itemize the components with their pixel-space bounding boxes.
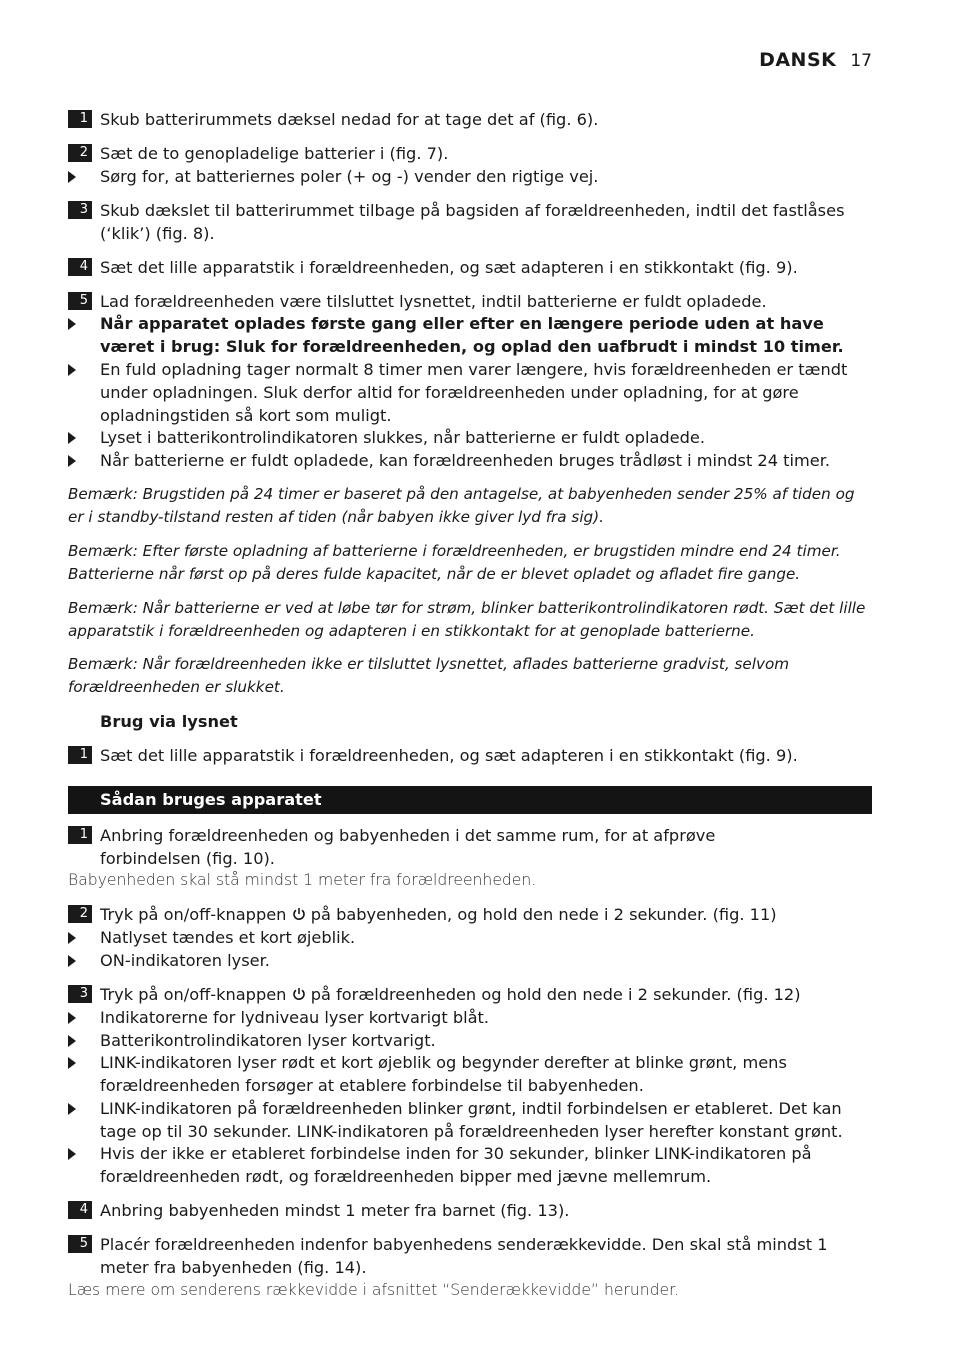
step-number: 5: [68, 1235, 92, 1253]
step-number: 5: [68, 292, 92, 310]
triangle-bullet-icon: [68, 318, 76, 330]
step-text: Anbring forældreenheden og babyenheden i det samme rum, for at afprøve forbindelsen (fig. 10).: [100, 826, 716, 868]
bullet-text: Batterikontrolindikatoren lyser kortvarigt.: [100, 1031, 436, 1050]
bullet-text: Hvis der ikke er etableret forbindelse inden for 30 sekunder, blinker LINK-indikatoren på forældreenheden rødt, og forældreenheden bipper med jævne mellemrum.: [100, 1144, 812, 1186]
step-5: [68, 1233, 872, 1279]
step-text: [100, 903, 872, 926]
step-text: Skub batterirummets dæksel nedad for at tage det af (fig. 6).: [100, 110, 599, 129]
triangle-bullet-icon: [68, 1012, 76, 1024]
note: Bemærk: Når batterierne er ved at løbe tør for strøm, blinker batterikontrolindikatoren rødt. Sæt det lille apparatstik i forældreenheden og adapteren i en stikkontakt for at genoplade batterierne.: [68, 599, 866, 640]
triangle-bullet-icon: [68, 455, 76, 467]
step-number: 1: [68, 826, 92, 844]
note: Bemærk: Brugstiden på 24 timer er baseret på den antagelse, at babyenheden sender 25% af tiden og er i standby-tilstand resten af tiden (når babyen ikke giver lyd fra sig).: [68, 485, 855, 526]
step-text: Placér forældreenheden indenfor babyenhedens senderækkevidde. Den skal stå mindst 1 meter fra babyenheden (fig. 14).: [100, 1235, 828, 1277]
step-2: [68, 903, 872, 926]
power-icon: [292, 904, 306, 918]
bullet-text: En fuld opladning tager normalt 8 timer men varer længere, hvis forældreenheden er tændt under opladningen. Sluk derfor altid for forældreenheden under opladning, for at gøre opladningstiden så kort som muligt.: [100, 360, 848, 425]
step-text-part: Tryk på on/off-knappen: [100, 985, 292, 1004]
section-subheading: Brug via lysnet: [100, 712, 238, 731]
note: Bemærk: Når forældreenheden ikke er tilsluttet lysnettet, aflades batterierne gradvist, selvom forældreenheden er slukket.: [68, 655, 790, 696]
bullet-item: [68, 1142, 872, 1188]
step-5: [68, 290, 872, 313]
step-text-part: Tryk på on/off-knappen: [100, 905, 292, 924]
step-1: [68, 744, 872, 767]
step-4: [68, 256, 872, 279]
step-number: 3: [68, 985, 92, 1003]
bullet-item: [68, 426, 872, 449]
step-text: Sæt det lille apparatstik i forældreenheden, og sæt adapteren i en stikkontakt (fig. 9).: [100, 258, 798, 277]
triangle-bullet-icon: [68, 1035, 76, 1047]
bullet-text: Når batterierne er fuldt opladede, kan forældreenheden bruges trådløst i mindst 24 timer.: [100, 451, 831, 470]
triangle-bullet-icon: [68, 1103, 76, 1115]
plain-text: Læs mere om senderens rækkevidde i afsnittet “Senderækkevidde” herunder.: [68, 1281, 680, 1299]
step-3: [68, 199, 872, 245]
step-text: Lad forældreenheden være tilsluttet lysnettet, indtil batterierne er fuldt opladede.: [100, 292, 767, 311]
step-text: Sæt de to genopladelige batterier i (fig. 7).: [100, 144, 449, 163]
bullet-item: [68, 1006, 872, 1029]
step-number: 2: [68, 905, 92, 923]
page-header: [759, 49, 872, 71]
triangle-bullet-icon: [68, 1057, 76, 1069]
step-text: Anbring babyenheden mindst 1 meter fra barnet (fig. 13).: [100, 1201, 570, 1220]
plain-text: Babyenheden skal stå mindst 1 meter fra forældreenheden.: [68, 871, 537, 889]
triangle-bullet-icon: [68, 955, 76, 967]
step-text: Skub dækslet til batterirummet tilbage på bagsiden af forældreenheden, indtil det fastlåses (‘klik’) (fig. 8).: [100, 201, 845, 243]
page-number: 17: [850, 51, 872, 71]
step-number: 2: [68, 144, 92, 162]
triangle-bullet-icon: [68, 171, 76, 183]
bullet-text: LINK-indikatoren lyser rødt et kort øjeblik og begynder derefter at blinke grønt, mens forældreenheden forsøger at etablere forbindelse til babyenheden.: [100, 1053, 787, 1095]
step-text: Sæt det lille apparatstik i forældreenheden, og sæt adapteren i en stikkontakt (fig. 9).: [100, 746, 798, 765]
triangle-bullet-icon: [68, 1148, 76, 1160]
step-number: 1: [68, 110, 92, 128]
language-label: DANSK: [759, 49, 837, 71]
step-2: [68, 142, 872, 165]
step-3: [68, 983, 872, 1006]
bullet-text: Når apparatet oplades første gang eller efter en længere periode uden at have været i brug: Sluk for forældreenheden, og oplad den uafbrudt i mindst 10 timer.: [100, 314, 844, 356]
step-1: [68, 108, 872, 131]
bullet-text: Indikatorerne for lydniveau lyser kortvarigt blåt.: [100, 1008, 490, 1027]
bullet-item: [68, 926, 872, 949]
step-4: [68, 1199, 872, 1222]
section-heading-bar: Sådan bruges apparatet: [68, 786, 872, 814]
step-1: [68, 824, 872, 870]
bullet-item: [68, 165, 872, 188]
power-icon: [292, 984, 306, 998]
bullet-text: ON-indikatoren lyser.: [100, 951, 270, 970]
step-number: 3: [68, 201, 92, 219]
step-text-part: på babyenheden, og hold den nede i 2 sekunder. (fig. 11): [305, 905, 777, 924]
bullet-text: LINK-indikatoren på forældreenheden blinker grønt, indtil forbindelsen er etableret. Det kan tage op til 30 sekunder. LINK-indikatoren på forældreenheden lyser herefter konstant grønt.: [100, 1099, 843, 1141]
bullet-item: [68, 949, 872, 972]
bullet-item: [68, 1029, 872, 1052]
bullet-item: [68, 312, 872, 358]
step-number: 4: [68, 1201, 92, 1219]
bullet-item: [68, 358, 872, 427]
bullet-text: Sørg for, at batteriernes poler (+ og -) vender den rigtige vej.: [100, 167, 599, 186]
note: Bemærk: Efter første opladning af batterierne i forældreenheden, er brugstiden mindre end 24 timer. Batterierne når først op på deres fulde kapacitet, når de er blevet opladet og afladet fire gange.: [68, 542, 841, 583]
step-text: [100, 983, 872, 1006]
step-number: 1: [68, 746, 92, 764]
step-text-part: på forældreenheden og hold den nede i 2 sekunder. (fig. 12): [305, 985, 801, 1004]
bullet-text: Natlyset tændes et kort øjeblik.: [100, 928, 356, 947]
step-number: 4: [68, 258, 92, 276]
triangle-bullet-icon: [68, 932, 76, 944]
triangle-bullet-icon: [68, 432, 76, 444]
triangle-bullet-icon: [68, 364, 76, 376]
bullet-item: [68, 449, 872, 472]
bullet-text: Lyset i batterikontrolindikatoren slukkes, når batterierne er fuldt opladede.: [100, 428, 706, 447]
bullet-item: [68, 1097, 872, 1143]
bullet-item: [68, 1051, 872, 1097]
